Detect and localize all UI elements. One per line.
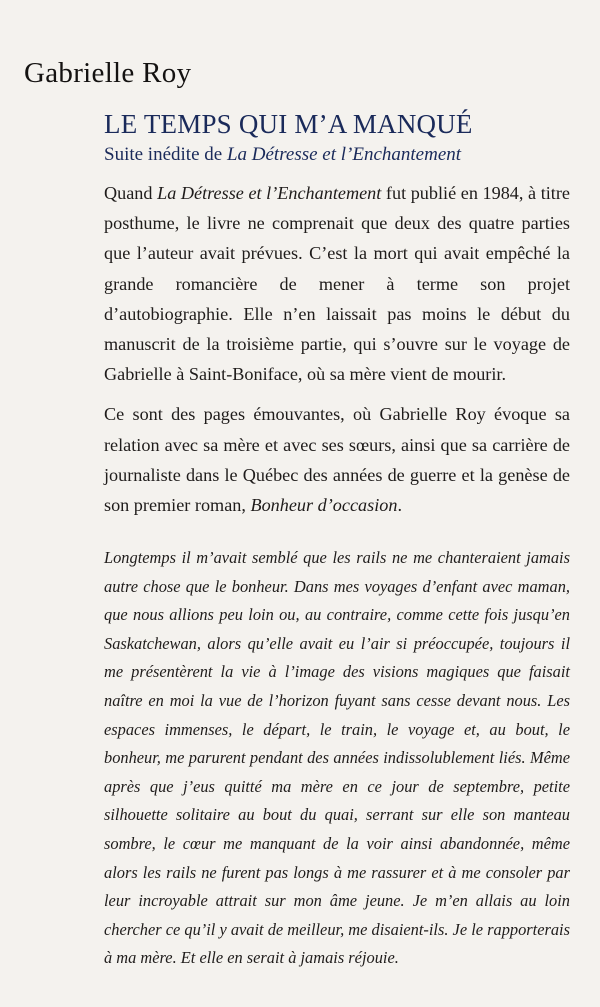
subtitle-work-title: La Détresse et l’Enchantement <box>226 144 462 165</box>
p1-start: Quand <box>104 183 158 203</box>
p2-end: . <box>397 495 402 516</box>
book-description <box>104 178 570 530</box>
author-name: Gabrielle Roy <box>24 57 192 89</box>
book-header <box>104 108 564 168</box>
p2-work-title: Bonheur d’occasion <box>250 495 398 516</box>
book-subtitle <box>104 142 564 168</box>
p2-start: Ce sont des pages émouvantes, où Gabrielle Roy évoque sa relation avec sa mère et avec ses sœurs, ainsi que sa carrière de journaliste dans le Québec des années de guerre et la genèse de son premier roman, <box>104 404 570 516</box>
description-paragraph-1 <box>104 178 570 389</box>
description-paragraph-2 <box>104 399 570 520</box>
book-title: LE TEMPS QUI M’A MANQUÉ <box>104 109 473 139</box>
book-excerpt: Longtemps il m’avait semblé que les rails ne me chanteraient jamais autre chose que le bonheur. Dans mes voyages d’enfant avec maman, que nous allions peu loin ou, au contraire, comme cette fois jusqu’en Saskatchewan, alors qu’elle avait eu l’air si préoccupée, toujours il me présentèrent la vie à l’image des visions magiques que faisait naître en moi la vue de l’horizon fuyant sans cesse devant nous. Les espaces immenses, le départ, le train, le voyage et, au bout, le bonheur, me parurent pendant des années indissolublement liés. Même après que j’eus quitté ma mère en ce jour de septembre, petite silhouette solitaire au bout du quai, serrant sur elle son manteau sombre, le cœur me manquant de la voir ainsi abandonnée, même alors les rails ne furent pas longs à me rassurer et à me consoler par leur incroyable attrait sur mon âme jeune. Je m’en allais au loin chercher ce qu’il y avait de meilleur, me disaient-ils. Je le rapporterais à ma mère. Et elle en serait à jamais réjouie. <box>104 548 570 968</box>
p1-work-title: La Détresse et l’Enchantement <box>157 183 382 203</box>
p1-rest: fut publié en 1984, à titre posthume, le livre ne comprenait que deux des quatre parties que l’auteur avait prévues. C’est la mort qui avait empêché la grande romancière de mener à terme son projet d’autobiographie. Elle n’en laissait pas moins le début du manuscrit de la troisième partie, qui s’ouvre sur le voyage de Gabrielle à Saint-Boniface, où sa mère vient de mourir. <box>104 183 570 385</box>
subtitle-prefix: Suite inédite de <box>104 144 227 165</box>
